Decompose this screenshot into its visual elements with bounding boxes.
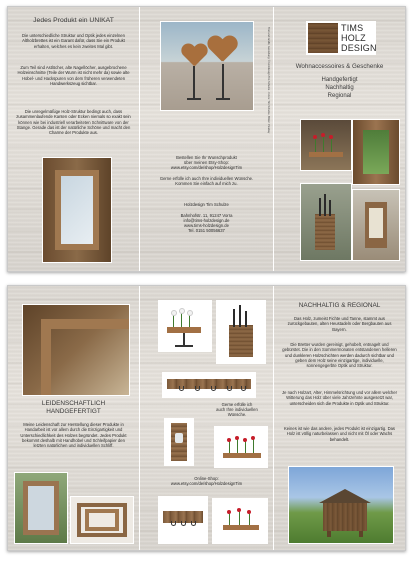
photo-rose-box-small bbox=[212, 498, 268, 544]
brochure-inner-side bbox=[7, 285, 406, 551]
custom-wishes: Gerne erfülle ich auch Ihre individuellen Wünsche. bbox=[159, 176, 254, 181]
photo-knife-block bbox=[300, 183, 352, 261]
shop-label: Online-Shop: bbox=[194, 476, 219, 481]
photo-stacked-frames bbox=[70, 496, 134, 544]
photo-frame-corner bbox=[22, 304, 130, 396]
custom-wishes: Gerne erfülle ich bbox=[221, 402, 253, 407]
paragraph: Die unterschiedliche Struktur und Optik jedes einzelnen Altholzbrettes ist ein Garant dafür, dass Sie ein Produkt erhalten, welches es kein zweites Mal gibt. bbox=[22, 33, 125, 49]
photo-rose-box bbox=[214, 426, 268, 468]
custom-wishes: Kommen Sie einfach auf mich zu. bbox=[175, 181, 238, 186]
credits-note: Titel und Grafik, Gestaltung: © Holzdesign Tim Schulze · Fotos: Tim Schulze, Bilder: Pixabay bbox=[267, 27, 270, 134]
photo-coat-rack bbox=[162, 372, 256, 398]
etsy-link[interactable]: www.etsy.com/de/shop/HolzdesignTim bbox=[170, 165, 243, 170]
paragraph: Je nach Holzart, Alter, Himmelsrichtung und vor allem welcher Witterung das Holz über viele Jahrzehnte ausgesetzt war, unterscheiden sich die Produkte in Optik und Struktur. bbox=[282, 390, 397, 406]
paragraph: Zum Teil sind Astlöcher, alte Nagellöcher, ausgebrochene Holzeinschnitte (Teile der Wurm ist nicht mehr da) sowie alte Hobel- und Hackspuren von dem früheren verwendeten Handwerkszeug sichtbar. bbox=[17, 65, 130, 86]
panel-cover bbox=[274, 7, 405, 271]
feature-sustainable: Nachhaltig bbox=[325, 85, 354, 91]
panel-heading: Jedes Produkt ein UNIKAT bbox=[33, 17, 114, 24]
feature-handmade: Handgefertigt bbox=[321, 77, 358, 83]
custom-wishes: Wünsche. bbox=[227, 412, 247, 417]
photo-lantern bbox=[352, 189, 400, 261]
email-link[interactable]: info@tims-holzdesign.de bbox=[183, 218, 230, 223]
order-line: Bestellen Sie Ihr Wunschprodukt bbox=[176, 155, 237, 160]
feature-regional: Regional bbox=[327, 93, 352, 99]
web-link[interactable]: www.tims-holzdesign.de bbox=[184, 223, 229, 228]
paragraph: Meine Leidenschaft zur Herstellung dieser Produkte in Handarbeit ist vor allem durch die Einzigartigkeit und Unterschiedlichkeit des Holzes begründet. Jedes Produkt bekommt deshalb mit Handhobel und Schleifpapier den letzten natürlichen und individuellen Schliff. bbox=[20, 422, 127, 449]
tagline: Wohnaccessoires & Geschenke bbox=[295, 63, 384, 70]
company-name: Holzdesign Tim Schulze bbox=[184, 202, 229, 207]
photo-flower-box bbox=[300, 119, 352, 171]
panel-handmade bbox=[8, 286, 139, 550]
address: Bahnhofstr. 11, 91247 Vorra bbox=[180, 213, 233, 218]
brand-logo: TIMS HOLZ DESIGN bbox=[306, 21, 376, 55]
heart-decoration bbox=[207, 36, 237, 64]
photo-vase-stand bbox=[158, 300, 212, 352]
photo-alpine-barn bbox=[288, 466, 394, 544]
photo-wooden-hearts bbox=[160, 21, 254, 111]
photo-bottle-holder bbox=[164, 418, 194, 466]
heart-decoration bbox=[181, 44, 207, 68]
panel-contact bbox=[140, 7, 273, 271]
panel-heading: NACHHALTIG & REGIONAL bbox=[298, 302, 381, 309]
panel-products bbox=[140, 286, 273, 550]
photo-knife-block-white bbox=[216, 300, 266, 364]
panel-heading: LEIDENSCHAFTLICH bbox=[41, 400, 106, 407]
paragraph: Das Holz, zumeist Fichte und Tanne, stammt aus zurückgebauten, alten Heustadeln oder Bergbauten aus Bayern. bbox=[287, 316, 392, 332]
paragraph: Keines ist wie das andere, jedes Produkt ist einzigartig. Das Holz ist völlig naturbelassen und nicht mit Öl oder Wachs behandelt. bbox=[283, 426, 396, 442]
brochure-outer-side bbox=[7, 6, 406, 272]
order-line: über meinen Etsy-Shop: bbox=[184, 160, 229, 165]
custom-wishes: auch Ihre individuellen bbox=[216, 407, 258, 412]
paragraph: Die Bretter wurden gereinigt, gehobelt, entnagelt und gebürstet. Die in den Sommermonaten entstandenen helleren und dunkleren Holzschichten werden dadurch sichtbar und geben dem Holz seine einzigartige, individuelle, sonnengegerbte Optik und Struktur. bbox=[282, 342, 397, 369]
photo-wood-frame bbox=[42, 157, 112, 263]
panel-unikat bbox=[8, 7, 139, 271]
phone: Tel. 0151 50056637 bbox=[188, 228, 225, 233]
photo-key-rack bbox=[158, 496, 208, 544]
wood-logo-icon bbox=[308, 23, 338, 53]
photo-mirror bbox=[14, 472, 68, 544]
panel-heading: HANDGEFERTIGT bbox=[46, 408, 101, 415]
paragraph: Die unregelmäßige Holz-Struktur bedingt auch, dass zusammenlaufende Kanten oder Ecken niemals so exakt sein können wie bei industriell verarbeiteten Schnittware von der Stange. Gerade das ist der natürliche Schöne und macht den Charme der Produkte aus. bbox=[16, 109, 131, 136]
etsy-link[interactable]: www.etsy.com/de/shop/HolzdesignTim bbox=[170, 481, 243, 486]
panel-sustainable bbox=[274, 286, 405, 550]
photo-wood-panel bbox=[352, 119, 400, 185]
